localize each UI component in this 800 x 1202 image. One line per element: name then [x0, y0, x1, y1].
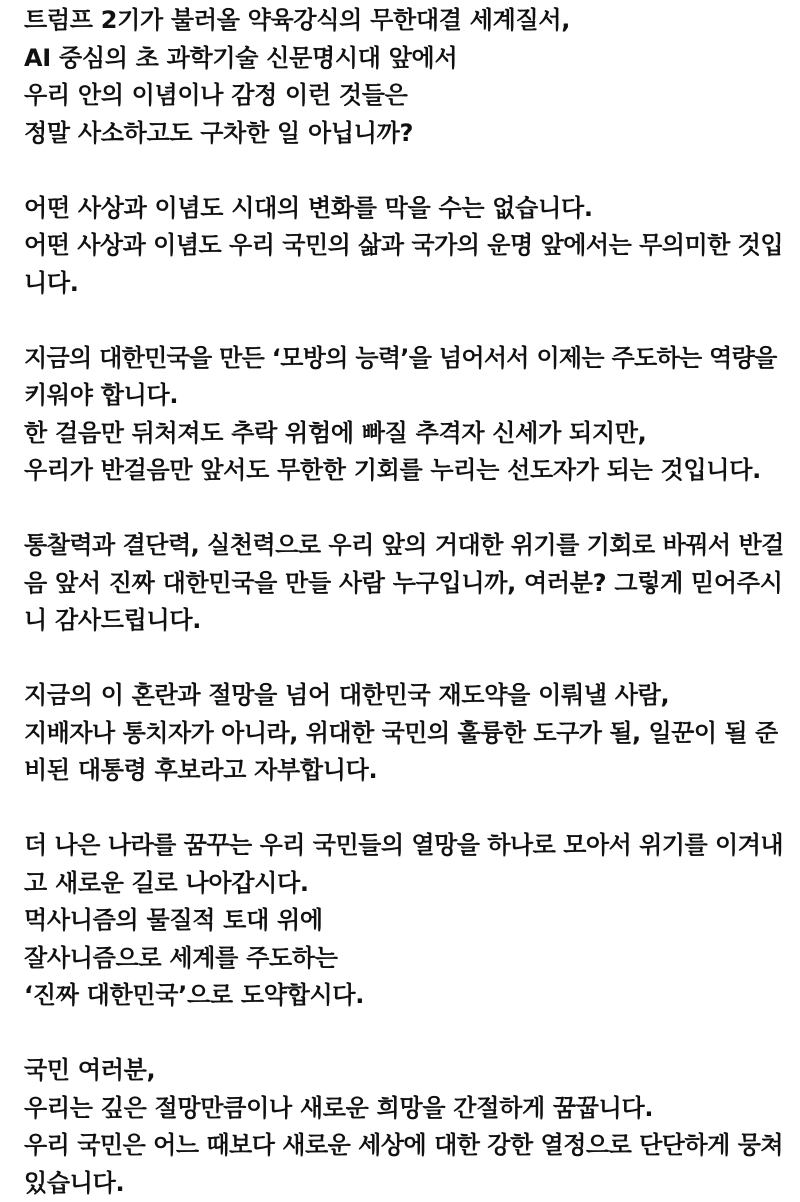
paragraph: [24, 340, 784, 490]
text-line: 지금의 대한민국을 만든 ‘모방의 능력’을 넘어서서 이제는 주도하는 역량을: [24, 340, 784, 378]
paragraph: [24, 190, 784, 303]
text-line: 음 앞서 진짜 대한민국을 만들 사람 누구입니까, 여러분? 그렇게 믿어주시: [24, 565, 784, 603]
text-line: 우리 안의 이념이나 감정 이런 것들은: [24, 77, 784, 115]
text-line: 니 감사드립니다.: [24, 602, 784, 640]
text-line: ‘진짜 대한민국’으로 도약합시다.: [24, 977, 784, 1015]
text-line: 지금의 이 혼란과 절망을 넘어 대한민국 재도약을 이뤄낼 사람,: [24, 677, 784, 715]
text-line: 우리는 깊은 절망만큼이나 새로운 희망을 간절하게 꿈꿉니다.: [24, 1090, 784, 1128]
text-line: 니다.: [24, 265, 784, 303]
paragraph: [24, 2, 784, 152]
text-line: 국민 여러분,: [24, 1052, 784, 1090]
text-line: 있습니다.: [24, 1165, 784, 1202]
text-line: 트럼프 2기가 불러올 약육강식의 무한대결 세계질서,: [24, 2, 784, 40]
text-line: 키워야 합니다.: [24, 377, 784, 415]
text-line: 더 나은 나라를 꿈꾸는 우리 국민들의 열망을 하나로 모아서 위기를 이겨내: [24, 827, 784, 865]
paragraph: [24, 1052, 784, 1202]
text-line: 어떤 사상과 이념도 시대의 변화를 막을 수는 없습니다.: [24, 190, 784, 228]
paragraph: [24, 527, 784, 640]
text-line: AI 중심의 초 과학기술 신문명시대 앞에서: [24, 40, 784, 78]
text-line: 잘사니즘으로 세계를 주도하는: [24, 940, 784, 978]
text-line: 먹사니즘의 물질적 토대 위에: [24, 902, 784, 940]
document-body: [24, 2, 784, 1202]
text-line: 지배자나 통치자가 아니라, 위대한 국민의 훌륭한 도구가 될, 일꾼이 될 준: [24, 715, 784, 753]
text-line: 한 걸음만 뒤처져도 추락 위험에 빠질 추격자 신세가 되지만,: [24, 415, 784, 453]
text-line: 통찰력과 결단력, 실천력으로 우리 앞의 거대한 위기를 기회로 바꿔서 반걸: [24, 527, 784, 565]
paragraph: [24, 677, 784, 790]
text-line: 고 새로운 길로 나아갑시다.: [24, 865, 784, 903]
text-line: 우리가 반걸음만 앞서도 무한한 기회를 누리는 선도자가 되는 것입니다.: [24, 452, 784, 490]
text-line: 비된 대통령 후보라고 자부합니다.: [24, 752, 784, 790]
text-line: 어떤 사상과 이념도 우리 국민의 삶과 국가의 운명 앞에서는 무의미한 것입: [24, 227, 784, 265]
paragraph: [24, 827, 784, 1015]
text-line: 우리 국민은 어느 때보다 새로운 세상에 대한 강한 열정으로 단단하게 뭉쳐: [24, 1127, 784, 1165]
text-line: 정말 사소하고도 구차한 일 아닙니까?: [24, 115, 784, 153]
